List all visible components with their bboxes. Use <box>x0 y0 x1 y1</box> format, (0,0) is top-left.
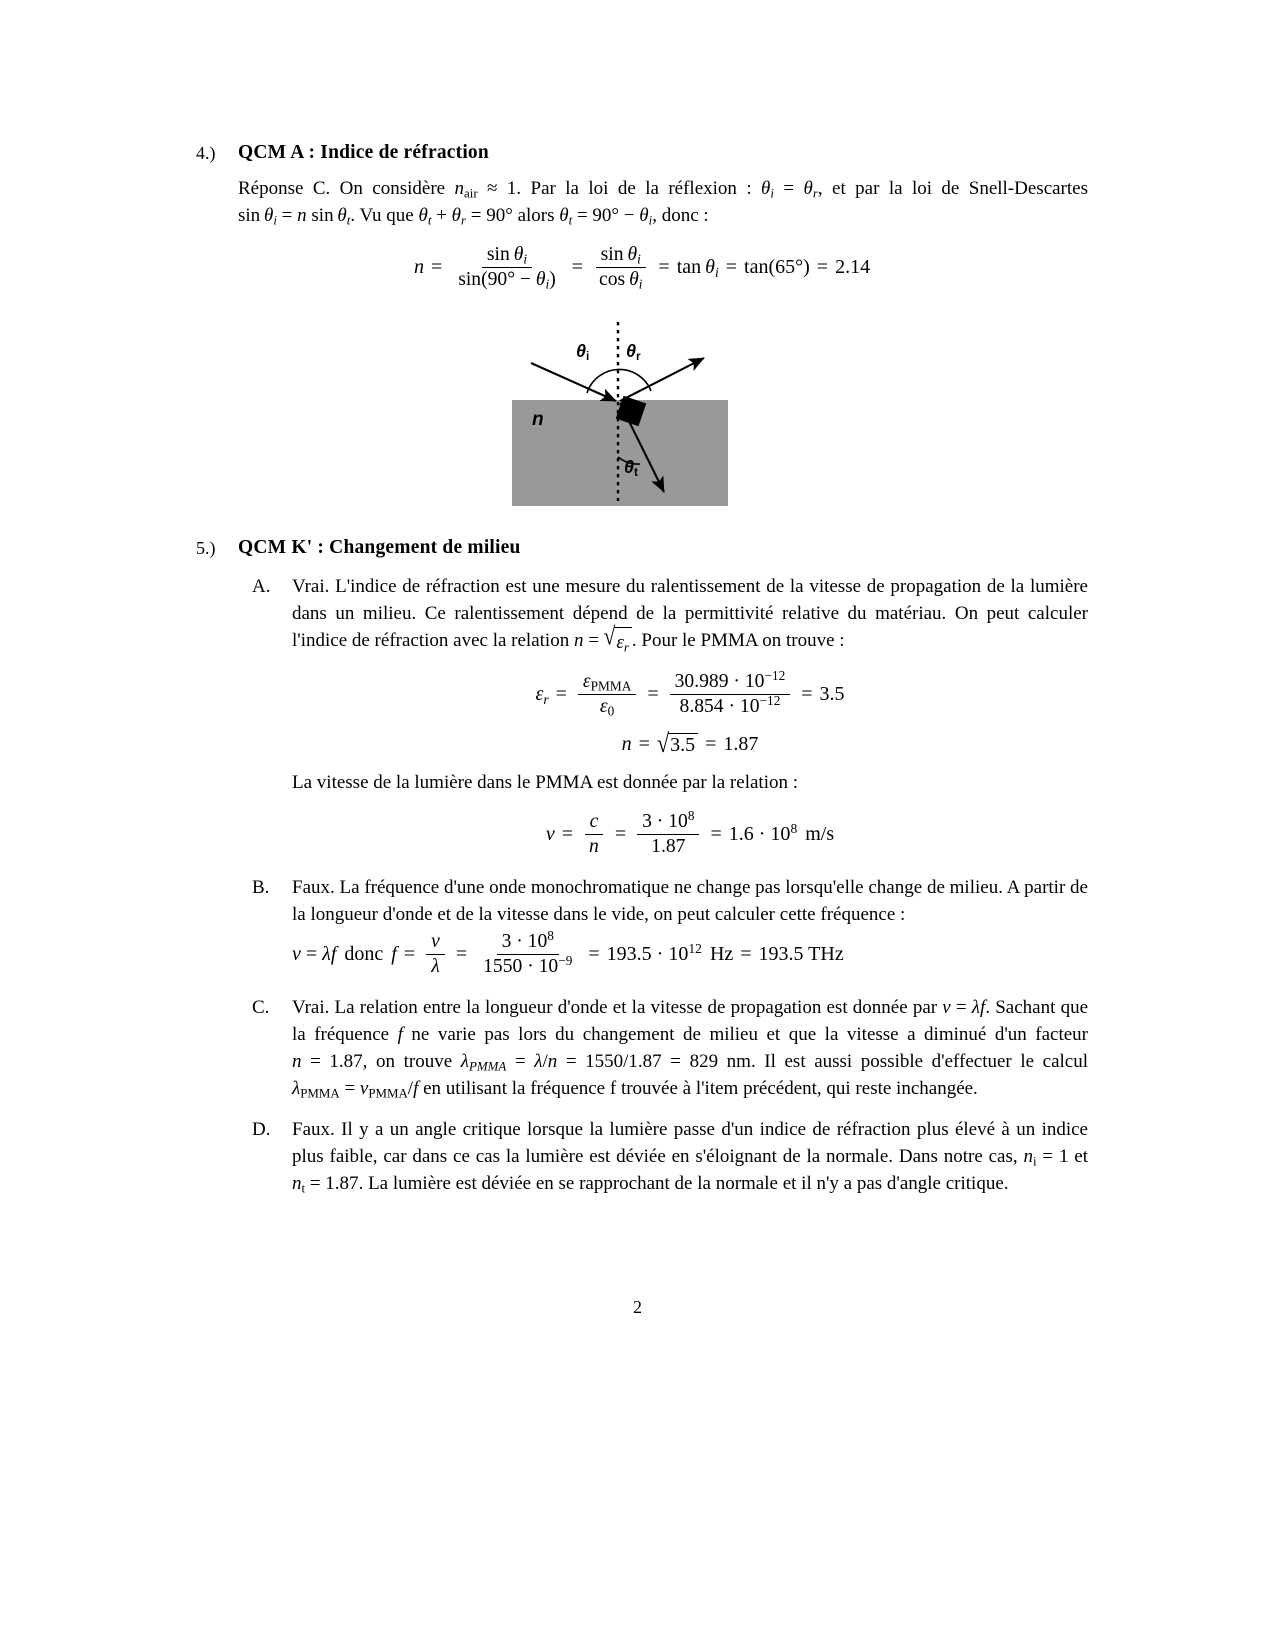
eq-eps-fraction-1 <box>578 671 636 719</box>
equation-speed-in-pmma: v = $\frac{c}{n}$ = $\frac{3 \cdot 10^8}{1.87}$ = $1.6 \cdot 10^8$ m/s <box>545 808 835 857</box>
equation-refractive-index: n = $\frac{\sin \theta_i}{\sin(90^\circ - \theta_i)}$ = $\frac{\sin \theta_i}{\cos \theta_i}$ = $\tan \theta_i$ = tan(65°) = 2.14 <box>413 244 871 292</box>
medium-index-label: n <box>532 409 544 431</box>
eq-eps-frac2-denominator: $8.854 \cdot 10^{-12}$ <box>679 693 781 717</box>
list-item <box>252 874 1088 976</box>
item-c-text-5: nm. Il est aussi possible d'effectuer le calcul <box>718 1051 1089 1073</box>
n-transmitted-value: $n_t = 1.87$ <box>292 1173 359 1196</box>
eq4-frac2-numerator: $\sin \theta_i$ <box>596 245 646 268</box>
item-c-text-2: . Sachant que la fréquence <box>292 997 1089 1046</box>
intro-part-5: alors <box>512 204 560 226</box>
item-a-text-3: La vitesse de la lumière dans le PMMA est donnée par la relation : <box>292 771 798 793</box>
refraction-diagram-svg <box>508 311 808 506</box>
reflected-ray <box>620 358 704 401</box>
equation-relative-permittivity: $\varepsilon_r$ = $\frac{\varepsilon_{PMMA}}{\varepsilon_0}$ = $\frac{30.989 \cdot 10^{-12}}{8.854 \cdot 10^{-12}}$ = 3.5 <box>535 668 845 719</box>
incident-ray <box>531 363 616 401</box>
eq-f-result-thz: 193.5 THz <box>758 943 844 966</box>
eq-v-result: $1.6 \cdot 10^8$ <box>728 820 798 846</box>
problem-5-number: 5.) <box>196 538 216 559</box>
eq4-frac2-denominator: $\cos \theta_i$ <box>599 268 643 292</box>
intro-part-3: , et par la loi de Snell-Descartes <box>817 178 1088 199</box>
eq-v-frac2-denominator: 1.87 <box>651 835 686 857</box>
eq-n-result: 1.87 <box>723 732 759 755</box>
eq-eps-frac2-numerator: $30.989 \cdot 10^{-12}$ <box>670 672 791 695</box>
item-d-text-1: Faux. Il y a un angle critique lorsque la lumière passe d'un indice de réfraction plus élevé à un indice plus faible, car dans ce cas la lumière est déviée en s'éloignant de la normale. Dans notre cas, <box>292 1119 1088 1168</box>
eq-eps-fraction-2 <box>670 668 791 717</box>
equation-index-sqrt: n = √ 3.5 = 1.87 <box>621 728 759 758</box>
item-letter-a: A. <box>252 576 271 598</box>
item-b-text-1: Faux. La fréquence d'une onde monochromatique ne change pas lorsqu'elle change de milieu. A partir de la longueur d'onde et de la vitesse dans le vide, on peut calculer cette fréquence : <box>292 877 1088 926</box>
eq4-tan-theta: $\tan \theta_i$ <box>676 256 719 280</box>
frequency-symbol: f <box>397 1024 403 1046</box>
item-letter-c: C. <box>252 997 270 1019</box>
eq-f-frac2-numerator: $3 \cdot 10^8$ <box>497 932 559 955</box>
eq-n-radicand: 3.5 <box>668 733 698 755</box>
item-c-text-4: , on trouve <box>362 1051 461 1073</box>
snell-law-equation: $\sin \theta_i = n$ $\sin \theta_t$ <box>238 204 351 228</box>
theta-t-equation: $\theta_t = 90^\circ - \theta_i$ <box>559 204 653 228</box>
list-item <box>252 573 1088 856</box>
eq-f-frac1-numerator: v <box>426 932 445 955</box>
angle-sum-equation: $\theta_t + \theta_r = 90^\circ$ <box>418 204 513 228</box>
theta-i-label: $\theta_i$ <box>576 341 590 364</box>
eq-n-lhs: n <box>621 732 632 755</box>
eq-v-fraction-2 <box>637 808 699 857</box>
eq-v-fraction-1 <box>584 812 604 856</box>
list-item <box>252 994 1088 1102</box>
eq4-frac1-numerator: $\sin \theta_i$ <box>482 245 532 268</box>
lambda-pmma-alternative: $\lambda_{PMMA} = v_{PMMA}/f$ <box>292 1078 419 1101</box>
eq-eps-frac1-numerator: $\varepsilon_{PMMA}$ <box>578 672 636 695</box>
item-d-conjunction: et <box>1068 1146 1088 1168</box>
eq-v-frac1-numerator: c <box>585 812 604 835</box>
eq-f-frac1-denominator: λ <box>431 955 440 977</box>
item-d-text-2: . La lumière est déviée en se rapprochant de la normale et il n'y a pas d'angle critique. <box>358 1173 1009 1195</box>
eq-n-sqrt: √ 3.5 <box>657 733 698 755</box>
item-c-text-6: en utilisant la fréquence f trouvée à l'item précédent, qui reste inchangée. <box>418 1078 978 1100</box>
eq4-fraction-1 <box>453 244 561 292</box>
problem-4-title: QCM A : Indice de réfraction <box>238 142 489 163</box>
eq-v-frac2-numerator: $3 \cdot 10^8$ <box>637 812 699 835</box>
eq4-result: 2.14 <box>835 256 871 279</box>
eq-f-symbol: f <box>391 943 397 966</box>
page-number: 2 <box>633 1297 642 1317</box>
intro-part-6: , donc : <box>652 204 709 226</box>
eq-eps-lhs: $\varepsilon_r$ <box>535 683 549 708</box>
intro-part-4: . Vu que <box>350 204 419 226</box>
intro-part-2: ≈ 1. Par la loi de la réflexion : <box>477 178 762 199</box>
item-letter-b: B. <box>252 877 270 899</box>
refraction-diagram <box>196 311 1088 511</box>
problem-4-heading <box>196 140 1088 166</box>
eq-f-fraction-2 <box>478 928 577 977</box>
eq-v-frac1-denominator: n <box>589 835 599 857</box>
item-letter-d: D. <box>252 1119 271 1141</box>
eq-f-donc: donc <box>344 943 384 966</box>
item-c-text-3: ne varie pas lors du changement de milieu et que la vitesse a diminué d'un facteur <box>402 1024 1088 1046</box>
theta-t-label: $\theta_t$ <box>624 457 639 480</box>
theta-r-label: $\theta_r$ <box>626 341 641 364</box>
problem-4 <box>196 140 1088 511</box>
eq4-frac1-denominator: $\sin(90^\circ - \theta_i)$ <box>458 268 556 292</box>
n-air-symbol: $n_{air}$ <box>454 178 478 201</box>
eq-eps-result: 3.5 <box>819 683 845 706</box>
item-a-text-2: . Pour le PMMA on trouve : <box>631 630 845 652</box>
eq-v-lhs: v <box>545 823 555 846</box>
eq-f-result: $193.5 \cdot 10^{12}$ <box>606 941 702 966</box>
eq4-lhs: n <box>413 256 424 279</box>
equation-frequency: v = λf donc f = $\frac{v}{\lambda}$ = $\frac{3 \cdot 10^8}{1550 \cdot 10^{-9}}$ = $193.5 \cdot 10^{12}$ Hz = 193.5 THz <box>292 928 844 977</box>
problem-5-items <box>252 573 1088 1197</box>
relation-n-sqrt-epsilon: n = √ $\varepsilon_r$ <box>574 630 632 651</box>
page-content <box>196 140 1088 1207</box>
eq-v-unit: m/s <box>805 823 835 846</box>
eq-eps-frac1-denominator: $\varepsilon_0$ <box>599 695 615 719</box>
eq-f-fraction-1 <box>426 932 445 976</box>
problem-4-number: 4.) <box>196 143 216 163</box>
n-incident-value: $n_i = 1$ <box>1023 1146 1069 1169</box>
refraction-diagram-inner <box>508 311 808 506</box>
intro-part-1: Réponse C. On considère <box>238 178 455 199</box>
lambda-pmma-calculation: $\lambda_{PMMA} = \lambda/n = 1550/1.87 = 829$ <box>460 1051 719 1074</box>
problem-4-solution-text <box>238 176 1088 229</box>
problem-5-title: QCM K' : Changement de milieu <box>238 537 521 559</box>
eq4-fraction-2 <box>594 244 647 292</box>
eq-f-frac2-denominator: $1550 \cdot 10^{-9}$ <box>483 952 573 977</box>
list-item <box>252 1116 1088 1197</box>
eq4-tan-value: tan(65°) <box>744 256 810 279</box>
index-value: n = 1.87 <box>292 1051 363 1073</box>
problem-5 <box>196 535 1088 1197</box>
wave-relation: v = λf <box>942 997 986 1019</box>
problem-5-heading <box>196 535 1088 561</box>
item-c-text-1: Vrai. La relation entre la longueur d'onde et la vitesse de propagation est donnée par <box>292 997 943 1019</box>
eq-f-lhs: v = λf <box>292 943 337 966</box>
reflection-law-equation: $\theta_i = \theta_r$ <box>761 178 818 201</box>
eq-f-unit: Hz <box>709 943 734 966</box>
item-a-text-1: Vrai. L'indice de réfraction est une mesure du ralentissement de la vitesse de propagation de la lumière dans un milieu. Ce ralentissement dépend de la permittivité relative du matériau. On peut calculer l'indice de réfraction avec la relation <box>292 576 1088 652</box>
